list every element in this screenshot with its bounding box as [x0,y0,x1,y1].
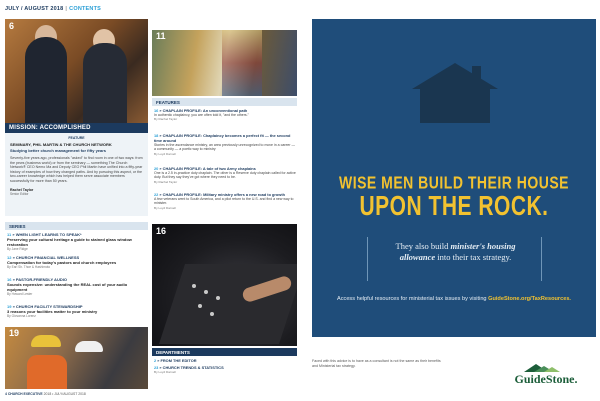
mission-summary [5,133,148,216]
footer-issue: 2018 • JULY/AUGUST 2018 [43,392,86,396]
feature-item[interactable]: 22 » CHAPLAIN PROFILE: Military ministry offers a new road to growth A few veterans went to South America, and a pilot return to the U.S. and find a new way to minister. By Loyd Darnell [154,192,297,210]
series-page-num: 16 [7,277,12,282]
series-byline: By Jane Ridge [7,247,28,251]
facility-workers-photo[interactable] [5,327,148,389]
feature-title: CHAPLAIN PROFILE: A tale of two Army chaplains [162,166,256,171]
ad-headline-1: WISE MEN BUILD THEIR HOUSE [338,172,569,192]
feature-title: CHAPLAIN PROFILE: Military ministry offers a new road to growth [162,192,286,197]
mission-subhead-2: Studying better church management for fifty years [10,148,107,153]
access-text: Access helpful resources for ministerial tax issues by visiting [337,296,489,302]
series-desc: 3 reasons your facilities matter to your ministry [7,309,98,314]
advertisement-page [300,0,600,401]
tagline-emphasis: minister's housing [450,241,516,251]
guidestone-ad[interactable] [312,19,596,337]
feature-title: CHAPLAIN PROFILE: Chaplaincy becomes a perfect fit — the second time around [154,133,291,143]
resources-link[interactable]: GuideStone.org/TaxResources. [488,296,571,302]
tagline-text: They also build [395,241,451,251]
feature-page-num: 20 [154,166,159,171]
stained-glass-photo[interactable] [152,30,297,96]
feature-desc: A few veterans went to South America, and a pilot return to the U.S. and find a new way to minister. [154,197,294,206]
feature-item[interactable]: 20 » CHAPLAIN PROFILE: A tale of two Army chaplains One is a 2.5 in-practice duty chaplain. The other is a Reserve duty chaplain called for active duty. But they say they've got where they need to be. By Rachel Taylor [154,166,296,184]
logo-wordmark: GuideStone. [514,372,578,386]
ad-disclaimer: Faced with this advice is to have as a consultant is not the same as their benefits and Ministerial tax strategy. [312,359,441,368]
series-byline: By Earl Sh. Thoe & Hashimoto [7,265,51,269]
mission-subhead: SEMINARY, PHIL MARTIN & THE CHURCH NETWORK [10,142,112,147]
footer-page-number: 4 [5,392,7,396]
series-title: WHEN LIGHT LEARNS TO SPEAK* [15,232,82,237]
series-page-num: 12 [7,255,12,260]
guidestone-logo-icon [524,362,560,372]
series-item[interactable]: 11 » WHEN LIGHT LEARNS TO SPEAK* Preserving your cultural heritage a guide to stained glass window restoration By Jane Ridge [7,232,148,251]
ad-tagline [368,241,543,263]
page-number-badge: 19 [9,328,20,338]
ad-tagline-box [367,237,542,281]
audio-mixer-photo[interactable] [152,224,297,346]
feature-page-num: 22 [154,192,159,197]
series-item[interactable]: 12 » CHURCH FINANCIAL WELLNESS Compensation for today's pastors and church employees By Earl Sh. Thoe & Hashimoto [7,255,148,269]
departments-heading: DEPARTMENTS [152,348,297,356]
series-item[interactable]: 19 » CHURCH FACILITY STEWARDSHIP 3 reasons your facilities matter to your ministry By Giovanna Lorenz [7,304,148,318]
page-number-badge: 16 [156,226,167,236]
department-item[interactable]: 23 » CHURCH TRENDS & STATISTICS By Loyd Darnell [154,365,297,374]
guidestone-logo[interactable] [496,362,596,386]
feature-item[interactable]: 18 » CHAPLAIN PROFILE: Chaplaincy becomes a perfect fit — the second time around Stories in the ascendance ministry, an area previously unrecognized to move in a career — a community — a poetic way to ministry By Loyd Darnell [154,133,297,156]
series-byline: By Howard Lester [7,292,33,296]
series-desc: Sounds expensive: understanding the REAL cost of your audio equipment [7,282,128,292]
house-icon [412,63,498,123]
tagline-text: into their tax strategy. [435,252,512,262]
feature-item[interactable]: 16 » CHAPLAIN PROFILE: An unconventional path In authentic chaplaincy, you are often told it, "and the others." By Rachel Taylor [154,108,297,121]
page-number-badge: 11 [156,31,166,41]
department-page-num: 2 [154,358,157,363]
issue-date: JULY / AUGUST 2018 [5,6,64,12]
feature-title: CHAPLAIN PROFILE: An unconventional path [162,108,248,113]
feature-byline: By Rachel Taylor [154,179,178,184]
feature-byline: By Rachel Taylor [154,117,178,122]
mission-paragraph: Seventy-five years ago, professionals "asked" to find room in one of two ways: from the pews (business world) or from the seminary — something The Church Network® CEO Nemo Ma and Deputy CEO Phil Martin have unified into a fifty-year history of examples of how they changed paths. And by pursuing this aspect, or the two-career knowledge which has helped them serve associate members successfully for more than 50 years. [10,156,143,183]
department-page-num: 23 [154,365,159,370]
series-page-num: 19 [7,304,12,309]
ad-access-line [312,296,596,302]
section-label: CONTENTS [69,6,102,12]
department-title: FROM THE EDITOR [160,358,197,363]
series-title: PASTOR-FRIENDLY AUDIO [15,277,67,282]
feature-desc: One is a 2.5 in-practice duty chaplain. The other is a Reserve duty chaplain called for active duty. But they say they've got where they need to be. [154,171,296,180]
feature-photo-pastors[interactable] [5,19,148,123]
department-item[interactable]: 2 » FROM THE EDITOR [154,358,197,363]
footer-publication: CHURCH EXECUTIVE [7,392,43,396]
mission-byline: Rachel Taylor [10,187,34,192]
mission-kicker: FEATURE [68,136,85,140]
series-desc: Compensation for today's pastors and church employees [7,260,117,265]
feature-byline: By Loyd Darnell [154,151,176,156]
tagline-emphasis: allowance [399,252,436,262]
feature-desc: Stories in the ascendance ministry, an area previously unrecognized to move in a career — a community — a poetic way to ministry [154,143,295,152]
mission-heading[interactable]: MISSION: ACCOMPLISHED [5,123,148,133]
feature-byline: By Loyd Darnell [154,205,176,210]
department-title: CHURCH TRENDS & STATISTICS [162,365,224,370]
department-byline: By Loyd Darnell [154,370,176,374]
series-desc: Preserving your cultural heritage a guide to stained glass window restoration [7,237,132,247]
feature-desc: In authentic chaplaincy, you are often told it, "and the others." [154,113,249,117]
series-item[interactable]: 16 » PASTOR-FRIENDLY AUDIO Sounds expensive: understanding the REAL cost of your audio equipment By Howard Lester [7,277,148,296]
mission-byline-role: Senior Editor [10,191,29,196]
feature-page-num: 18 [154,133,159,138]
series-page-num: 11 [7,232,12,237]
feature-page-num: 16 [154,108,159,113]
series-title: CHURCH FACILITY STEWARDSHIP [15,304,83,309]
page-footer [5,392,86,396]
page-number-badge: 6 [9,21,15,31]
ad-headline-2: UPON THE ROCK. [359,191,549,222]
features-heading: FEATURES [152,98,297,106]
issue-header: JULY / AUGUST 2018 | CONTENTS [5,6,102,12]
series-heading: SERIES [5,222,148,230]
series-byline: By Giovanna Lorenz [7,314,36,318]
series-title: CHURCH FINANCIAL WELLNESS [15,255,80,260]
